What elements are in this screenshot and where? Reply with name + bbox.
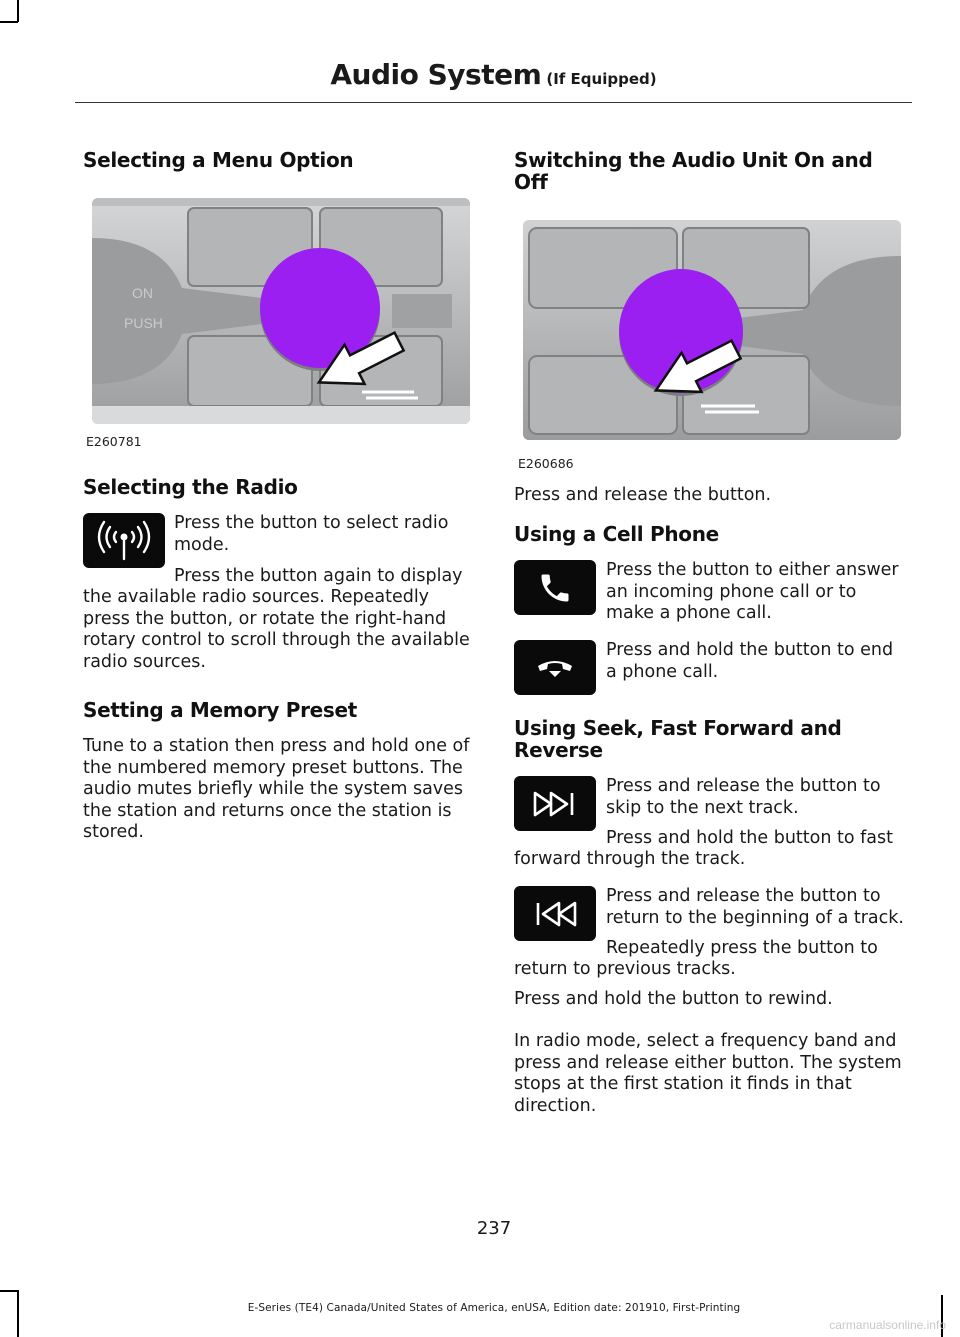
phone-paragraph-1: Press the button to either answer an incoming phone call or to make a phone call. (606, 560, 899, 623)
control-panel-illustration (523, 220, 901, 440)
seek-paragraph-2-first: Press and hold the button to fast (606, 828, 893, 848)
page-title: Audio System (330, 58, 542, 91)
crop-mark (17, 0, 19, 22)
on-off-heading: Switching the Audio Unit On and Off (514, 148, 873, 194)
seek-paragraph-5: Press and hold the button to rewind. (514, 989, 833, 1009)
seek-paragraph-2-rest: forward through the track. (514, 849, 746, 869)
menu-knob-figure (92, 198, 470, 424)
control-panel-illustration (92, 198, 470, 424)
page-subtitle: (If Equipped) (546, 70, 657, 88)
power-knob-figure (523, 220, 901, 440)
radio-heading: Selecting the Radio (83, 475, 298, 499)
phone-paragraph-2: Press and hold the button to end a phone call. (606, 640, 894, 682)
seek-back-icon (531, 899, 579, 929)
seek-back-button-graphic (514, 886, 596, 941)
radio-icon (97, 519, 151, 563)
seek-forward-icon (531, 789, 579, 819)
phone-answer-icon (537, 570, 573, 606)
crop-mark (0, 1290, 18, 1292)
watermark: carmanualsonline.info (829, 1318, 946, 1332)
seek-paragraph-4-rest: return to previous tracks. (514, 959, 736, 979)
edition-line: E-Series (TE4) Canada/United States of America, enUSA, Edition date: 201910, First-Printing (247, 1302, 741, 1314)
seek-paragraph-4-first: Repeatedly press the button to (606, 938, 878, 958)
seek-paragraph-6: In radio mode, select a frequency band and press and release either button. The system stops at the first station it finds in that direction. (514, 1031, 902, 1116)
page-number: 237 (476, 1218, 512, 1239)
radio-paragraph-2-first: Press the button again to display (174, 566, 463, 586)
radio-button-graphic (83, 513, 165, 568)
svg-text:PUSH: PUSH (124, 315, 163, 331)
phone-answer-button-graphic (514, 560, 596, 615)
page-header (75, 58, 912, 103)
crop-mark (0, 21, 18, 23)
phone-end-icon (535, 656, 575, 680)
figure-code: E260781 (86, 434, 142, 449)
menu-option-heading: Selecting a Menu Option (83, 148, 354, 172)
figure-code: E260686 (518, 456, 574, 471)
radio-paragraph-2-rest: the available radio sources. Repeatedly press the button, or rotate the right-hand rotary control to scroll through the available radio sources. (83, 587, 470, 672)
memory-preset-heading: Setting a Memory Preset (83, 698, 358, 722)
seek-paragraph-3: Press and release the button to return to the beginning of a track. (606, 886, 904, 928)
seek-forward-button-graphic (514, 776, 596, 831)
memory-preset-paragraph: Tune to a station then press and hold one of the numbered memory preset buttons. The audio mutes briefly while the system saves the station and returns once the station is stored. (83, 736, 470, 842)
seek-paragraph-1: Press and release the button to skip to the next track. (606, 776, 881, 818)
on-off-paragraph: Press and release the button. (514, 485, 772, 505)
svg-text:ON: ON (132, 285, 153, 301)
phone-end-button-graphic (514, 640, 596, 695)
seek-heading: Using Seek, Fast Forward and Reverse (514, 716, 842, 762)
radio-paragraph-1: Press the button to select radio mode. (174, 513, 449, 555)
cell-phone-heading: Using a Cell Phone (514, 522, 719, 546)
